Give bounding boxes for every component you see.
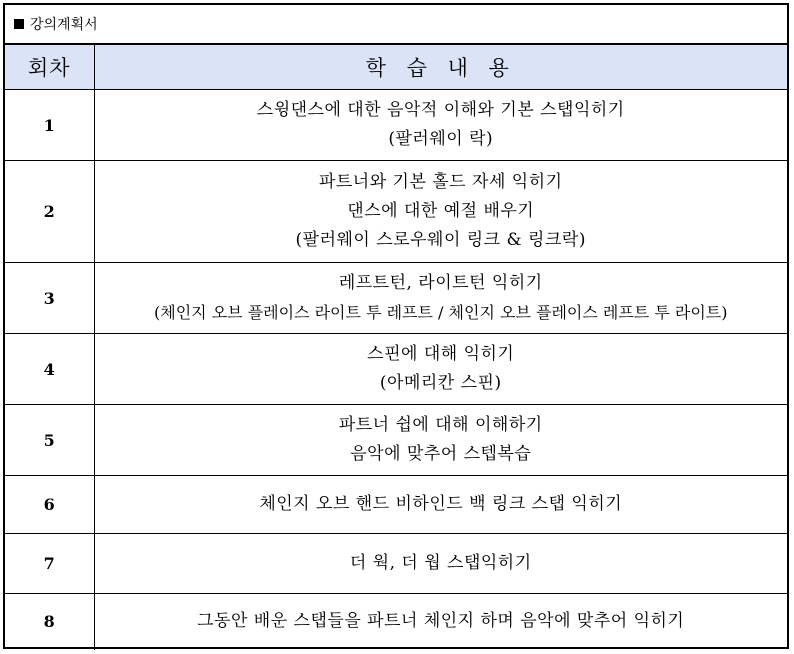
content-header: 학 습 내 용 xyxy=(94,45,787,90)
content-line: (팔러웨이 락) xyxy=(388,129,494,149)
content-line: 스핀에 대해 익히기 xyxy=(367,344,515,364)
table-row xyxy=(5,263,787,334)
lecture-plan-frame xyxy=(3,3,789,649)
session-content xyxy=(94,405,787,476)
content-line: 더 웍, 더 웝 스탭익히기 xyxy=(349,553,532,573)
session-number: 1 xyxy=(5,90,94,161)
content-line: 파트너 쉽에 대해 이해하기 xyxy=(338,415,543,435)
session-number: 4 xyxy=(5,334,94,405)
table-row xyxy=(5,534,787,594)
session-header: 회차 xyxy=(5,45,94,90)
session-number: 3 xyxy=(5,263,94,334)
session-number: 7 xyxy=(5,534,94,594)
content-line: 스윙댄스에 대한 음악적 이해와 기본 스탭익히기 xyxy=(256,100,625,120)
session-content xyxy=(94,161,787,263)
content-line: 음악에 맞추어 스텝복습 xyxy=(350,444,532,464)
content-line: 체인지 오브 핸드 비하인드 백 링크 스탭 익히기 xyxy=(259,494,623,514)
content-line: (팔러웨이 스로우웨이 링크 & 링크락) xyxy=(295,230,586,250)
session-number: 8 xyxy=(5,594,94,650)
content-line: 그동안 배운 스탭들을 파트너 체인지 하며 음악에 맞추어 익히기 xyxy=(197,611,685,632)
caption-title: 강의계획서 xyxy=(30,17,98,33)
session-content xyxy=(94,594,787,650)
session-content xyxy=(94,90,787,161)
table-row xyxy=(5,90,787,161)
session-number: 2 xyxy=(5,161,94,263)
session-content xyxy=(94,476,787,534)
content-line: 파트너와 기본 홀드 자세 익히기 xyxy=(318,172,563,192)
table-row xyxy=(5,161,787,263)
table-row xyxy=(5,594,787,650)
lecture-plan-table xyxy=(5,45,787,650)
caption-bar xyxy=(5,5,787,45)
content-line: (아메리칸 스핀) xyxy=(379,373,502,393)
content-line: 댄스에 대한 예절 배우기 xyxy=(347,201,535,221)
session-content xyxy=(94,534,787,594)
content-line: (체인지 오브 플레이스 라이트 투 레프트 / 체인지 오브 플레이스 레프트 투 라이트) xyxy=(154,303,728,322)
square-bullet-icon xyxy=(14,19,24,29)
session-number: 5 xyxy=(5,405,94,476)
session-number: 6 xyxy=(5,476,94,534)
table-row xyxy=(5,334,787,405)
content-line: 레프트턴, 라이트턴 익히기 xyxy=(338,273,543,293)
header-row xyxy=(5,45,787,90)
table-row xyxy=(5,476,787,534)
table-row xyxy=(5,405,787,476)
session-content xyxy=(94,334,787,405)
session-content xyxy=(94,263,787,334)
